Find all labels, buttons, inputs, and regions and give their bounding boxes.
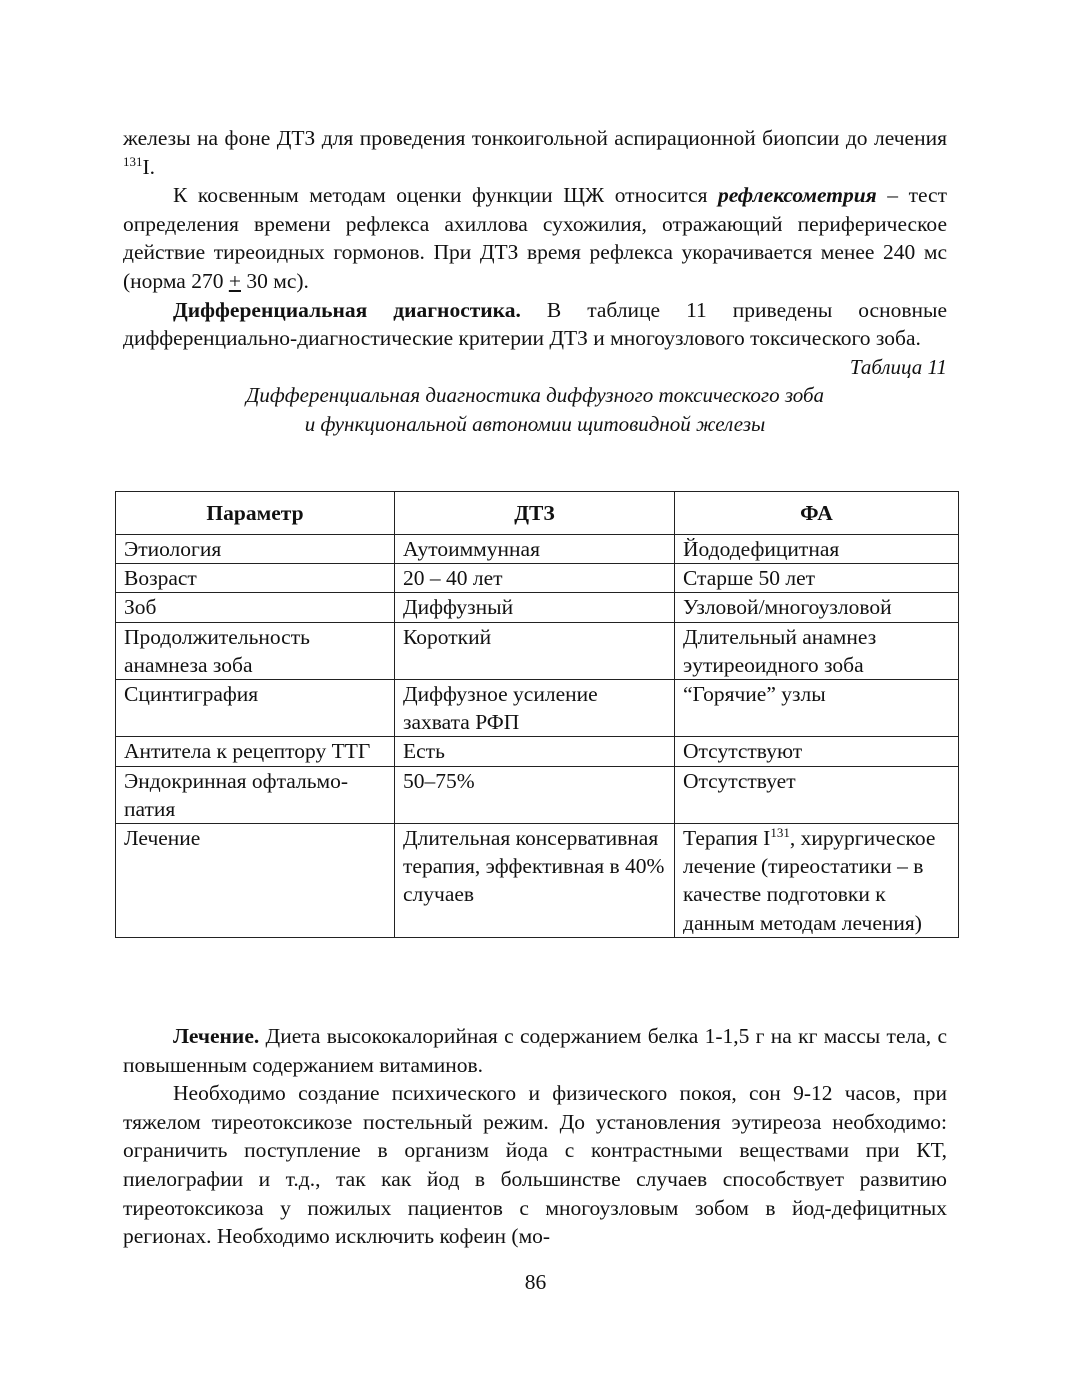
table-cell: Диффузный — [395, 593, 675, 622]
paragraph-5: Необходимо создание психического и физического покоя, сон 9-12 часов, при тяжелом тиреотоксикозе постельный режим. До установления эутиреоза необходимо: ограничить поступление в организм йода с контрастными веществами при КТ, пиелографии и т.д., так как йод в большинстве случаев способствует развитию тиреотоксикоза у пожилых пациентов с многоузловым зобом в йод-дефицитных регионах. Необходимо исключить кофеин (мо- — [123, 1081, 947, 1249]
table-cell: “Горячие” узлы — [675, 680, 959, 737]
paragraph-2-end: 30 мс). — [240, 268, 309, 293]
paragraph-4-text: Диета высококалорийная с содержанием белка 1-1,5 г на кг массы тела, с повышенным содержанием витаминов. — [123, 1024, 947, 1077]
table-header-row — [116, 492, 959, 535]
column-header: ФА — [675, 492, 959, 535]
section-heading-diagnostics: Дифференциальная диагностика. — [173, 297, 521, 322]
paragraph-2 — [123, 181, 947, 295]
table-cell-treatment-fa — [675, 824, 959, 938]
table-cell: Отсутствуют — [675, 737, 959, 766]
after-table-text — [123, 1022, 947, 1251]
column-header: ДТЗ — [395, 492, 675, 535]
table-cell: 20 – 40 лет — [395, 564, 675, 593]
paragraph-4 — [123, 1022, 947, 1079]
intro-text — [123, 124, 947, 439]
table-cell: Есть — [395, 737, 675, 766]
table-cell: Аутоиммунная — [395, 535, 675, 564]
paragraph-2-middle: – тест определения времени рефлекса ахиллова сухожилия, отражающий периферическое действие тиреоидных гормонов. При ДТЗ время рефлекса укорачивается менее 240 мс (норма 270 — [123, 183, 947, 293]
table-cell: Возраст — [116, 564, 395, 593]
column-header: Параметр — [116, 492, 395, 535]
table-row — [116, 737, 959, 766]
table-row — [116, 766, 959, 823]
paragraph-1-end: I. — [142, 154, 156, 179]
paragraph-2-text: К косвенным методам оценки функции ЩЖ относится — [173, 183, 719, 208]
plus-minus-sign: + — [228, 268, 241, 293]
table-row — [116, 593, 959, 622]
table-cell: Продолжительность анамнеза зоба — [116, 622, 395, 679]
table-number: Таблица 11 — [849, 354, 947, 379]
paragraph-3 — [123, 296, 947, 353]
diagnostics-table — [115, 491, 959, 938]
table-cell: 50–75% — [395, 766, 675, 823]
table-cell: Зоб — [116, 593, 395, 622]
table-cell: Антитела к рецептору ТТГ — [116, 737, 395, 766]
paragraph-1-text: железы на фоне ДТЗ для проведения тонкоигольной аспирационной биопсии до лечения — [123, 126, 947, 150]
table-title-line-1: Дифференциальная диагностика диффузного токсического зоба — [245, 383, 825, 408]
table-row — [116, 824, 959, 938]
table-row — [116, 564, 959, 593]
table-row — [116, 622, 959, 679]
table-cell: Этиология — [116, 535, 395, 564]
isotope-superscript: 131 — [770, 824, 790, 840]
treatment-fa-text: Терапия I — [683, 826, 771, 851]
table-cell: Длительный анамнез эутиреоидного зоба — [675, 622, 959, 679]
table-title-line-2: и функциональной автономии щитовидной железы — [304, 412, 766, 437]
table-cell: Сцинтиграфия — [116, 680, 395, 737]
table-cell: Узловой/многоузловой — [675, 593, 959, 622]
term-reflexometry: рефлексометрия — [718, 183, 877, 208]
table-cell: Диффузное усиление захвата РФП — [395, 680, 675, 737]
table-cell: Старше 50 лет — [675, 564, 959, 593]
treatment-fa-text-rest: , хирургическое лечение (тиреостатики – в качестве подготовки к данным методам лечения) — [683, 826, 936, 935]
isotope-superscript: 131 — [123, 153, 143, 169]
paragraph-3-text: В таблице 11 приведены основные дифференциально-диагностические критерии ДТЗ и многоузлового токсического зоба. — [123, 297, 948, 351]
paragraph-1 — [123, 124, 947, 181]
table-row — [116, 535, 959, 564]
section-heading-treatment: Лечение. — [173, 1024, 260, 1048]
table-cell: Эндокринная офтальмо-патия — [116, 766, 395, 823]
page-number: 86 — [524, 1270, 547, 1294]
table-cell: Длительная консервативная терапия, эффективная в 40% случаев — [395, 824, 675, 938]
table-cell: Йододефицитная — [675, 535, 959, 564]
table-cell: Отсутствует — [675, 766, 959, 823]
table-row — [116, 680, 959, 737]
table-cell: Лечение — [116, 824, 395, 938]
table-cell: Короткий — [395, 622, 675, 679]
